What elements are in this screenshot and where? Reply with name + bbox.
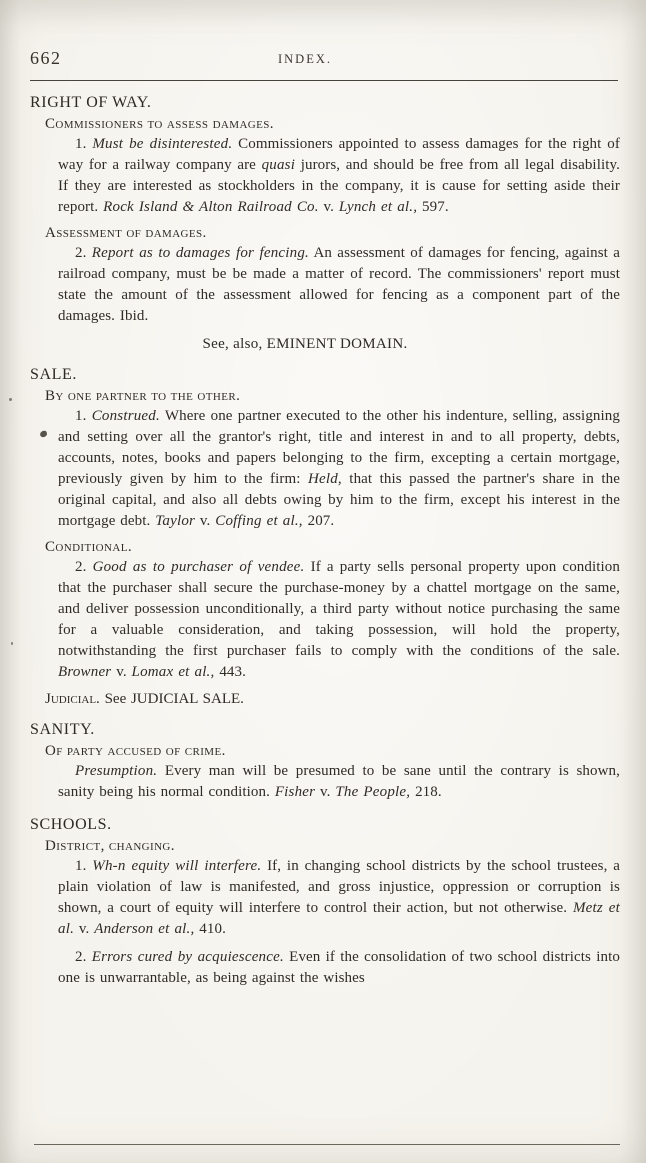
subsection-heading: Conditional. — [45, 539, 132, 555]
index-entry — [58, 947, 620, 989]
text-segment-normal: 1. — [75, 136, 93, 152]
index-entry — [58, 856, 620, 940]
text-segment-italic: Report as to damages for fencing. — [91, 245, 309, 261]
index-entry — [58, 243, 620, 327]
scan-speck — [11, 642, 13, 645]
text-segment-normal: 2. — [75, 559, 93, 575]
text-segment-normal: v. — [195, 513, 216, 529]
text-segment-normal: v. — [318, 199, 339, 215]
text-segment-normal: 410. — [194, 921, 226, 937]
text-segment-normal: Where one partner executed to the other his indenture, selling, assigning and setting over all the grantor's right, title and interest in and to all property, debts, accounts, notes, books and papers belonging to the firm, excepting a certain mortgage, previously given by him to the firm: — [58, 408, 620, 487]
text-segment-normal: 2. — [75, 245, 92, 261]
text-segment-normal: See JUDICIAL SALE. — [99, 691, 244, 707]
text-segment-italic: Presumption. — [75, 763, 158, 779]
text-segment-normal: 1. — [75, 408, 92, 424]
index-section — [30, 816, 620, 989]
header-rule — [30, 80, 618, 81]
index-section — [30, 721, 620, 803]
text-segment-normal: 218. — [410, 784, 442, 800]
text-segment-normal: Even if the consolidation of two school districts into one is unwarrantable, as being against the wishes — [58, 949, 620, 986]
text-segment-normal: Every man will be presumed to be sane until the contrary is shown, sanity being his normal condition. — [58, 763, 620, 800]
text-segment-normal: v. — [111, 664, 132, 680]
subsection-heading: District, changing. — [45, 838, 175, 854]
text-segment-italic: Metz et al. — [58, 900, 621, 937]
text-segment-normal: 2. — [75, 949, 92, 965]
footer-rule — [34, 1144, 620, 1145]
text-segment-italic: Construed. — [91, 408, 160, 424]
text-segment-italic: Rock Island & Alton Railroad Co. — [103, 199, 319, 215]
index-entry — [58, 406, 620, 532]
text-segment-normal: Commissioners appointed to assess damages for the right of way for a railway company are — [58, 136, 620, 173]
text-segment-normal: An assessment of damages for fencing, against a railroad company, must be be made a matter of record. The commissioners' report must state the amount of the assessment allowed for fencing as a component part of the damages. Ibid. — [58, 245, 620, 324]
text-segment-italic: The People, — [335, 784, 411, 800]
text-segment-normal: v. — [315, 784, 336, 800]
text-segment-normal: If, in changing school districts by the school trustees, a plain violation of law is manifested, and gross injustice, oppression or corruption is shown, a court of equity will interfere to control their action, but not otherwise. — [58, 858, 620, 916]
text-segment-italic: Good as to purchaser of vendee. — [92, 559, 305, 575]
see-also-crossref: See, also, EMINENT DOMAIN. — [202, 336, 408, 352]
index-entry — [58, 557, 620, 683]
subsection-heading: Assessment of damages. — [45, 225, 207, 241]
index-section — [30, 366, 620, 708]
running-head-title: INDEX. — [277, 52, 332, 66]
running-head — [30, 48, 620, 72]
index-body — [30, 94, 620, 989]
index-entry — [58, 134, 620, 218]
text-segment-italic: Taylor — [155, 513, 196, 529]
crossref-line — [45, 691, 620, 708]
subsection-heading: Commissioners to assess damages. — [45, 116, 274, 132]
index-entry — [58, 761, 620, 803]
text-segment-normal: jurors, and should be free from all legal disability. If they are interested as stockholders in the company, it is cause for setting aside their report. — [58, 157, 620, 215]
text-segment-italic: Fisher — [274, 784, 316, 800]
section-title: RIGHT OF WAY. — [30, 94, 152, 111]
text-segment-italic: Held, — [307, 471, 342, 487]
text-segment-italic: Coffing et al., — [215, 513, 303, 529]
text-segment-italic: Errors cured by acquiescence. — [91, 949, 284, 965]
scan-speck — [9, 398, 12, 401]
text-segment-italic: Lynch et al., — [338, 199, 418, 215]
text-segment-italic: Anderson et al., — [94, 921, 195, 937]
text-segment-normal: If a party sells personal property upon condition that the purchaser shall secure the purchase-money by a chattel mortgage on the same, and deliver possession unconditionally, a third party without notice purchasing the same for a valuable consideration, and taking possession, will hold the property, notwithstanding the first purchaser fails to comply with the conditions of the sale. — [58, 559, 620, 659]
text-segment-normal: 1. — [75, 858, 93, 874]
text-segment-normal: that this passed the partner's share in the original capital, and also all debts owing by him to the firm, except his interest in the mortgage debt. — [58, 471, 621, 529]
text-segment-smallcaps: Judicial. — [45, 691, 100, 707]
text-segment-normal: 443. — [214, 664, 246, 680]
section-title: SALE. — [30, 366, 77, 383]
subsection-heading: Of party accused of crime. — [45, 743, 226, 759]
text-segment-normal: v. — [74, 921, 95, 937]
text-segment-italic: Must be disinterested. — [92, 136, 233, 152]
section-title: SANITY. — [30, 721, 95, 738]
text-segment-italic: Lomax et al., — [131, 664, 215, 680]
section-title: SCHOOLS. — [30, 816, 112, 833]
text-segment-italic: Wh-n equity will interfere. — [92, 858, 262, 874]
page-number: 662 — [30, 48, 62, 68]
subsection-heading: By one partner to the other. — [45, 388, 241, 404]
text-segment-italic: Browner — [58, 664, 112, 680]
text-segment-italic: quasi — [261, 157, 296, 173]
index-section — [30, 94, 620, 353]
text-segment-normal: 597. — [417, 199, 449, 215]
text-segment-normal: 207. — [302, 513, 335, 529]
